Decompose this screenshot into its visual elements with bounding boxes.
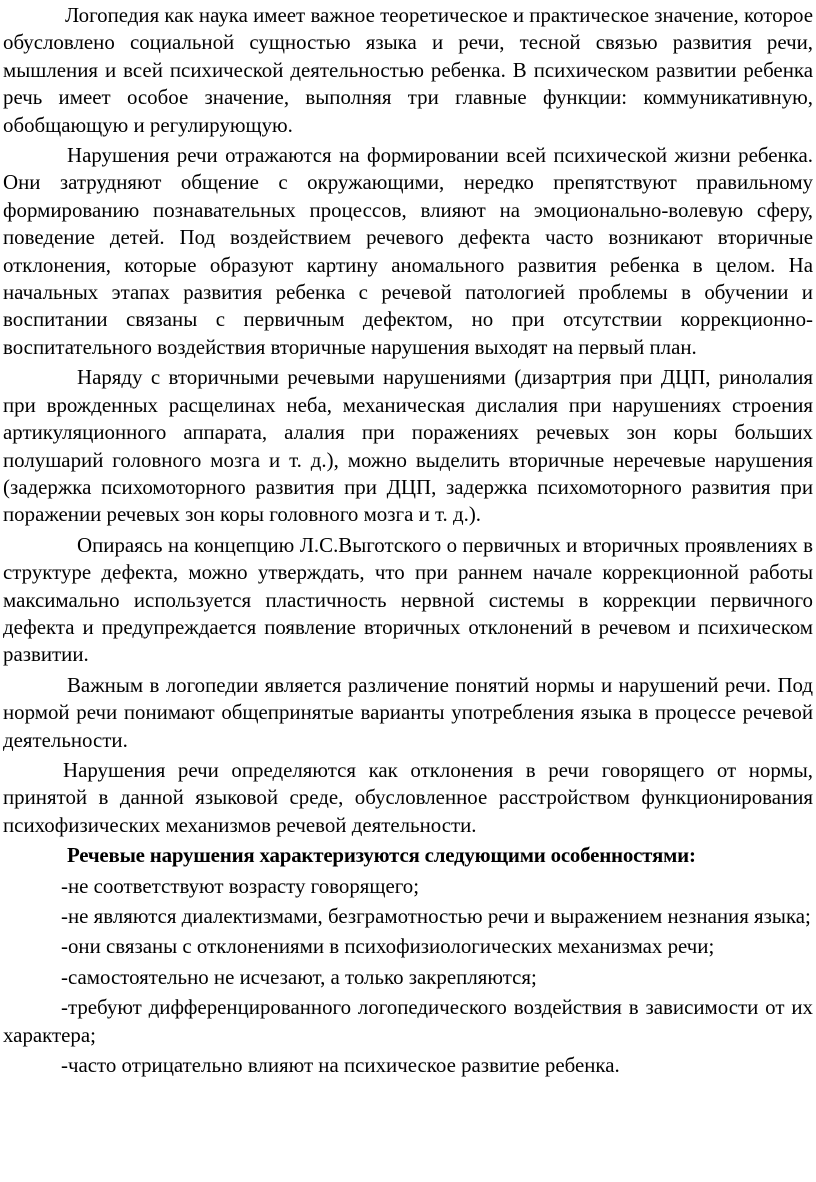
features-heading: Речевые нарушения характеризуются следующими особенностями: [67,843,696,868]
list-item: -требуют дифференцированного логопедического воздействия в зависимости от их характера; [3,995,813,1047]
list-item: -не соответствуют возрасту говорящего; [61,873,420,898]
list-item: -не являются диалектизмами, безграмотностью речи и выражением незнания языка; [61,904,811,928]
paragraph-vygotsky-concept: Опираясь на концепцию Л.С.Выготского о первичных и вторичных проявлениях в структуре дефекта, можно утверждать, что при раннем начале коррекционной работы максимально используется пластичность нервной системы в коррекции первичного дефекта и предупреждается появление вторичных отклонений в речевом и психическом развитии. [3,532,813,667]
list-item: -часто отрицательно влияют на психическое развитие ребенка. [61,1053,620,1078]
list-item: -они связаны с отклонениями в психофизиологических механизмах речи; [61,934,715,959]
list-item: -самостоятельно не исчезают, а только закрепляются; [61,964,537,989]
paragraph-speech-disorders-effects: Нарушения речи отражаются на формировании всей психической жизни ребенка. Они затрудняют общение с окружающими, нередко препятствуют правильному формированию познавательных процессов, влияют на эмоционально-волевую сферу, поведение детей. Под воздействием речевого дефекта часто возникают вторичные отклонения, которые образуют картину аномального развития ребенка в целом. На начальных этапах развития ребенка с речевой патологией проблемы в обучении и воспитании связаны с первичным дефектом, но при отсутствии коррекционно-воспитательного воздействия вторичные нарушения выходят на первый план. [3,143,813,359]
paragraph-speech-norm: Важным в логопедии является различение понятий нормы и нарушений речи. Под нормой речи понимают общепринятые варианты употребления языка в процессе речевой деятельности. [3,672,813,752]
paragraph-speech-therapy-science: Логопедия как наука имеет важное теоретическое и практическое значение, которое обусловлено социальной сущностью языка и речи, тесной связью развития речи, мышления и всей психической деятельностью ребенка. В психическом развитии ребенка речь имеет особое значение, выполняя три главные функции: коммуникативную, обобщающую и регулирующую. [3,3,813,137]
paragraph-secondary-disorders: Наряду с вторичными речевыми нарушениями (дизартрия при ДЦП, ринолалия при врожденных расщелинах неба, механическая дислалия при нарушениях строения артикуляционного аппарата, алалия при поражениях речевых зон коры больших полушарий головного мозга и т. д.), можно выделить вторичные неречевые нарушения (задержка психомоторного развития при ДЦП, задержка психомоторного развития при поражении речевых зон коры головного мозга и т. д.). [3,365,813,527]
paragraph-speech-disorder-definition: Нарушения речи определяются как отклонения в речи говорящего от нормы, принятой в данной языковой среде, обусловленное расстройством функционирования психофизических механизмов речевой деятельности. [3,757,813,837]
features-list [3,873,813,1080]
